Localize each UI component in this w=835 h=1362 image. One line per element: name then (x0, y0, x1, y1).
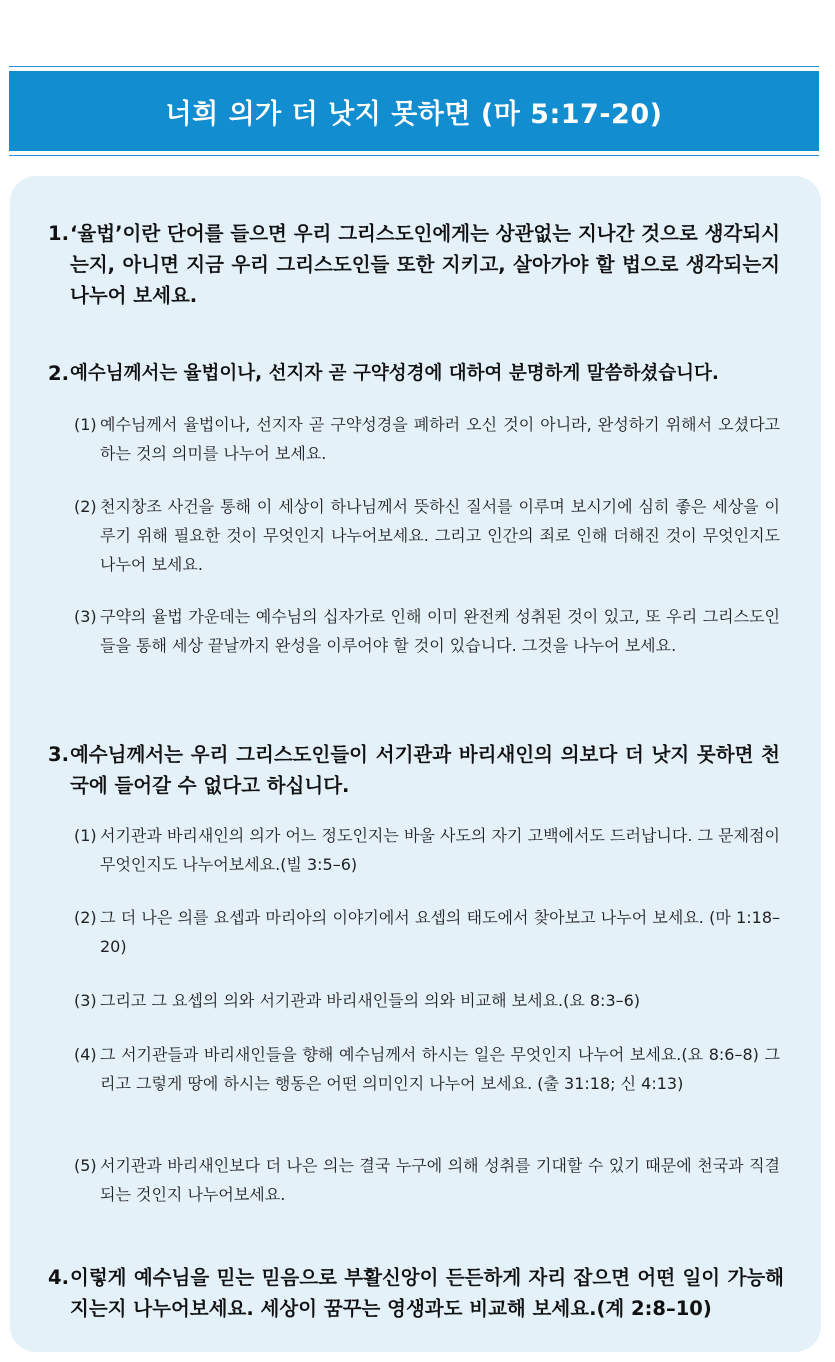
question-number: 1. (48, 222, 69, 245)
title-bar (9, 71, 819, 151)
sub-question-text: 그리고 그 요셉의 의와 서기관과 바리새인들의 의와 비교해 보세요.(요 8:3–6) (100, 991, 641, 1010)
sub-question-3-2 (74, 903, 780, 961)
question-3 (48, 739, 780, 801)
sub-question-number: (5) (74, 1156, 97, 1175)
sub-question-number: (4) (74, 1045, 97, 1064)
sub-question-text: 서기관과 바리새인보다 더 나은 의는 결국 누구에 의해 성취를 기대할 수 있기 때문에 천국과 직결되는 것인지 나누어보세요. (100, 1156, 780, 1204)
title-banner (9, 66, 819, 156)
sub-question-2-2 (74, 492, 780, 579)
question-number: 4. (48, 1266, 69, 1289)
question-4 (48, 1262, 784, 1324)
sub-question-text: 그 서기관들과 바리새인들을 향해 예수님께서 하시는 일은 무엇인지 나누어 보세요.(요 8:6–8) 그리고 그렇게 땅에 하시는 행동은 어떤 의미인지 나누어 보세요. (출 31:18; 신 4:13) (100, 1045, 780, 1093)
sub-question-number: (1) (74, 826, 97, 845)
sub-question-text: 그 더 나은 의를 요셉과 마리아의 이야기에서 요셉의 태도에서 찾아보고 나누어 보세요. (마 1:18–20) (100, 908, 780, 956)
sub-question-3-5 (74, 1151, 780, 1209)
sub-question-number: (3) (74, 607, 97, 626)
sub-question-text: 구약의 율법 가운데는 예수님의 십자가로 인해 이미 완전케 성취된 것이 있고, 또 우리 그리스도인들을 통해 세상 끝날까지 완성을 이루어야 할 것이 있습니다. 그것을 나누어 보세요. (100, 607, 780, 655)
question-2 (48, 358, 793, 389)
sub-question-3-3 (74, 986, 780, 1015)
question-text: 이렇게 예수님을 믿는 믿음으로 부활신앙이 든든하게 자리 잡으면 어떤 일이 가능해지는지 나누어보세요. 세상이 꿈꾸는 영생과도 비교해 보세요.(계 2:8–10) (70, 1266, 784, 1320)
sub-question-2-3 (74, 602, 780, 660)
question-1 (48, 218, 780, 311)
question-number: 3. (48, 743, 69, 766)
sub-question-text: 천지창조 사건을 통해 이 세상이 하나님께서 뜻하신 질서를 이루며 보시기에 심히 좋은 세상을 이루기 위해 필요한 것이 무엇인지 나누어보세요. 그리고 인간의 죄로 인해 더해진 것이 무엇인지도 나누어 보세요. (100, 497, 780, 574)
sub-question-text: 서기관과 바리새인의 의가 어느 정도인지는 바울 사도의 자기 고백에서도 드러납니다. 그 문제점이 무엇인지도 나누어보세요.(빌 3:5–6) (100, 826, 780, 874)
question-text: 예수님께서는 우리 그리스도인들이 서기관과 바리새인의 의보다 더 낫지 못하면 천국에 들어갈 수 없다고 하십니다. (70, 743, 780, 797)
sub-question-number: (3) (74, 991, 97, 1010)
sub-question-number: (2) (74, 908, 97, 927)
question-text: 예수님께서는 율법이나, 선지자 곧 구약성경에 대하여 분명하게 말씀하셨습니다. (70, 363, 719, 384)
question-number: 2. (48, 362, 69, 385)
sub-question-number: (2) (74, 497, 97, 516)
question-text: ‘율법’이란 단어를 들으면 우리 그리스도인에게는 상관없는 지나간 것으로 생각되시는지, 아니면 지금 우리 그리스도인들 또한 지키고, 살아가야 할 법으로 생각되는지 나누어 보세요. (70, 222, 780, 307)
sub-question-text: 예수님께서 율법이나, 선지자 곧 구약성경을 폐하러 오신 것이 아니라, 완성하기 위해서 오셨다고 하는 것의 의미를 나누어 보세요. (100, 415, 780, 463)
page-title: 너희 의가 더 낫지 못하면 (마 5:17-20) (165, 98, 663, 130)
sub-question-3-1 (74, 821, 780, 879)
sub-question-3-4 (74, 1040, 780, 1098)
sub-question-2-1 (74, 410, 780, 468)
sub-question-number: (1) (74, 415, 97, 434)
